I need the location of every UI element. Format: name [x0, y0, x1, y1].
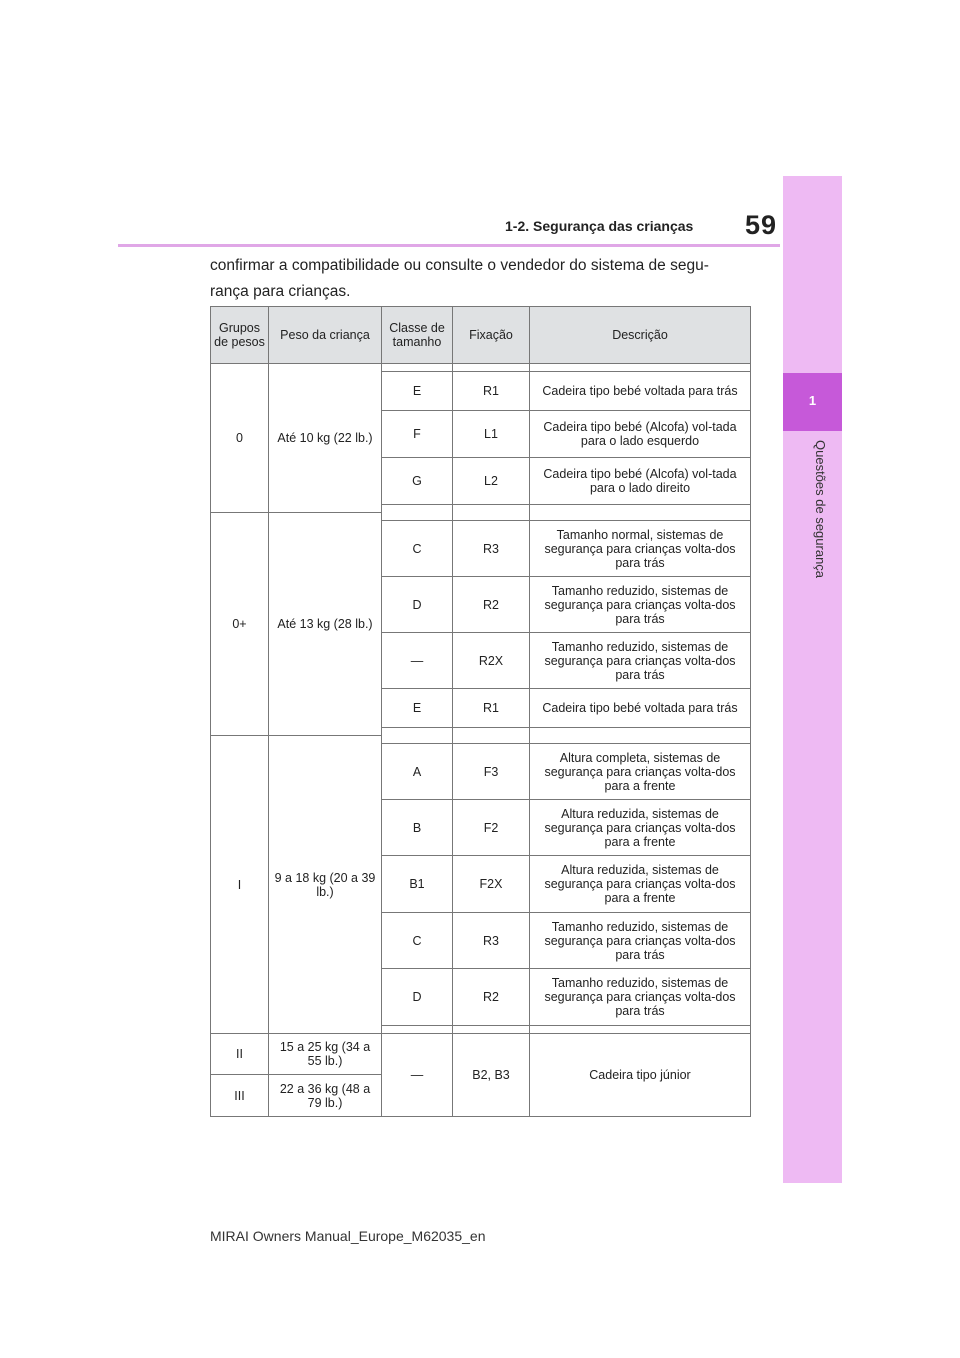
spacer-cell	[453, 736, 530, 744]
size-class-cell: C	[382, 913, 453, 969]
fixture-cell: B2, B3	[453, 1034, 530, 1117]
spacer-cell	[453, 505, 530, 513]
weight-cell: 9 a 18 kg (20 a 39 lb.)	[269, 736, 382, 1034]
table-body	[211, 364, 751, 1117]
group-spacer-row	[211, 364, 751, 372]
header-size-class: Classe de tamanho	[382, 307, 453, 364]
side-tab-label: Questões de segurança	[813, 440, 828, 579]
spacer-cell	[453, 1026, 530, 1034]
table-row	[211, 1034, 751, 1075]
size-class-cell: G	[382, 458, 453, 505]
description-cell: Altura reduzida, sistemas de segurança para crianças volta-dos para a frente	[530, 800, 751, 856]
spacer-cell	[530, 728, 751, 736]
spacer-cell	[530, 513, 751, 521]
fixture-cell: R1	[453, 689, 530, 728]
spacer-cell	[382, 505, 453, 513]
fixture-cell: R1	[453, 372, 530, 411]
group-spacer-row	[211, 736, 751, 744]
fixture-cell: R2X	[453, 633, 530, 689]
spacer-cell	[382, 1026, 453, 1034]
group-cell: I	[211, 736, 269, 1034]
group-cell: II	[211, 1034, 269, 1075]
size-class-cell: C	[382, 521, 453, 577]
size-class-cell: D	[382, 577, 453, 633]
description-cell: Altura reduzida, sistemas de segurança para crianças volta-dos para a frente	[530, 856, 751, 913]
intro-line-2: rança para crianças.	[210, 283, 351, 300]
size-class-cell: —	[382, 1034, 453, 1117]
fixture-cell: L2	[453, 458, 530, 505]
fixture-cell: F2X	[453, 856, 530, 913]
fixture-cell: R3	[453, 521, 530, 577]
spacer-cell	[453, 364, 530, 372]
spacer-cell	[530, 505, 751, 513]
description-cell: Tamanho normal, sistemas de segurança para crianças volta-dos para trás	[530, 521, 751, 577]
size-class-cell: D	[382, 969, 453, 1026]
weight-cell: Até 10 kg (22 lb.)	[269, 364, 382, 513]
spacer-cell	[382, 364, 453, 372]
weight-cell: 15 a 25 kg (34 a 55 lb.)	[269, 1034, 382, 1075]
description-cell: Tamanho reduzido, sistemas de segurança para crianças volta-dos para trás	[530, 913, 751, 969]
side-strip	[783, 176, 842, 1183]
page-number: 59	[745, 210, 778, 240]
header-rule	[118, 244, 780, 247]
weight-cell: Até 13 kg (28 lb.)	[269, 513, 382, 736]
description-cell: Tamanho reduzido, sistemas de segurança para crianças volta-dos para trás	[530, 577, 751, 633]
fixture-cell: F3	[453, 744, 530, 800]
footer-text: MIRAI Owners Manual_Europe_M62035_en	[210, 1228, 486, 1244]
fixture-cell: R2	[453, 969, 530, 1026]
child-restraint-table	[210, 306, 751, 1117]
size-class-cell: A	[382, 744, 453, 800]
section-title: 1-2. Segurança das crianças	[505, 218, 694, 234]
header-description: Descrição	[530, 307, 751, 364]
header-weight: Peso da criança	[269, 307, 382, 364]
spacer-cell	[530, 364, 751, 372]
spacer-cell	[453, 728, 530, 736]
description-cell: Cadeira tipo bebé voltada para trás	[530, 689, 751, 728]
description-cell: Cadeira tipo bebé voltada para trás	[530, 372, 751, 411]
fixture-cell: R2	[453, 577, 530, 633]
spacer-cell	[382, 513, 453, 521]
size-class-cell: B1	[382, 856, 453, 913]
spacer-cell	[382, 728, 453, 736]
size-class-cell: B	[382, 800, 453, 856]
side-tab-number: 1	[808, 393, 817, 408]
group-cell: III	[211, 1075, 269, 1117]
weight-cell: 22 a 36 kg (48 a 79 lb.)	[269, 1075, 382, 1117]
description-cell: Cadeira tipo júnior	[530, 1034, 751, 1117]
group-spacer-row	[211, 513, 751, 521]
description-cell: Tamanho reduzido, sistemas de segurança para crianças volta-dos para trás	[530, 633, 751, 689]
size-class-cell: —	[382, 633, 453, 689]
description-cell: Altura completa, sistemas de segurança para crianças volta-dos para a frente	[530, 744, 751, 800]
description-cell: Cadeira tipo bebé (Alcofa) vol-tada para o lado direito	[530, 458, 751, 505]
fixture-cell: L1	[453, 411, 530, 458]
description-cell: Tamanho reduzido, sistemas de segurança para crianças volta-dos para trás	[530, 969, 751, 1026]
fixture-cell: F2	[453, 800, 530, 856]
group-cell: 0	[211, 364, 269, 513]
spacer-cell	[530, 736, 751, 744]
spacer-cell	[382, 736, 453, 744]
description-cell: Cadeira tipo bebé (Alcofa) vol-tada para o lado esquerdo	[530, 411, 751, 458]
fixture-cell: R3	[453, 913, 530, 969]
size-class-cell: F	[382, 411, 453, 458]
header-groups: Grupos de pesos	[211, 307, 269, 364]
intro-paragraph	[210, 253, 770, 305]
spacer-cell	[530, 1026, 751, 1034]
header-fixture: Fixação	[453, 307, 530, 364]
spacer-cell	[453, 513, 530, 521]
group-cell: 0+	[211, 513, 269, 736]
table-header-row	[211, 307, 751, 364]
intro-line-1: confirmar a compatibilidade ou consulte o vendedor do sistema de segu-	[210, 257, 709, 274]
size-class-cell: E	[382, 689, 453, 728]
size-class-cell: E	[382, 372, 453, 411]
